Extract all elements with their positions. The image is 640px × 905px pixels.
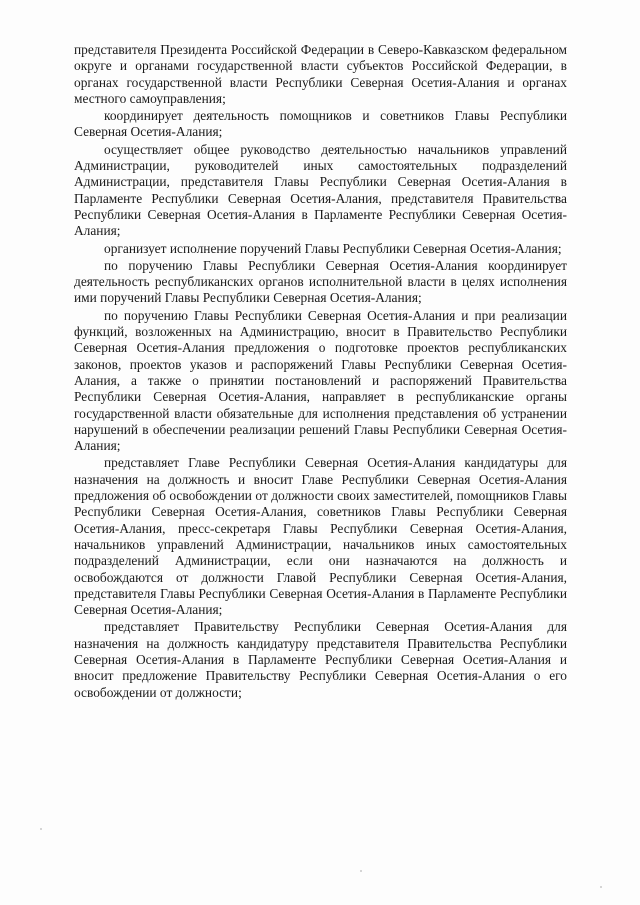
paragraph-coordinates-assistants: координирует деятельность помощников и советников Главы Республики Северная Осетия-Алания;: [74, 108, 567, 140]
paragraph-coordinates-executive-bodies: по поручению Главы Республики Северная Осетия-Алания координирует деятельность республиканских органов исполнительной власти в целях исполнения ими поручений Главы Республики Северная Осетия-Алания;: [74, 257, 567, 306]
paragraph-government-representative: представляет Правительству Республики Северная Осетия-Алания для назначения на должность кандидатуру представителя Правительства Республики Северная Осетия-Алания в Парламенте Республики Северная Осетия-Алания и вносит предложение Правительству Республики Северная Осетия-Алания о его освобождении от должности;: [74, 619, 567, 700]
paragraph-organizes-execution: организует исполнение поручений Главы Республики Северная Осетия-Алания;: [104, 240, 562, 256]
scan-speck: [40, 828, 42, 830]
scan-speck: [600, 886, 602, 888]
scan-speck: [360, 870, 362, 872]
document-body: [74, 42, 567, 702]
paragraph-continuation: представителя Президента Российской Федерации в Северо-Кавказском федеральном округе и органами государственной власти субъектов Российской Федерации, в органах государственной власти Республики Северная Осетия-Алания и органах местного самоуправления;: [74, 42, 567, 106]
paragraph-presents-candidates: представляет Главе Республики Северная Осетия-Алания кандидатуры для назначения на должность и вносит Главе Республики Северная Осетия-Алания предложения об освобождении от должности своих заместителей, помощников Главы Республики Северная Осетия-Алания, советников Главы Республики Северная Осетия-Алания, пресс-секретаря Главы Республики Северная Осетия-Алания, начальников управлений Администрации, начальников иных самостоятельных подразделений Администрации, если они назначаются на должность и освобождаются от должности Главой Республики Северная Осетия-Алания, представителя Главы Республики Северная Осетия-Алания в Парламенте Республики Северная Осетия-Алания;: [74, 455, 567, 618]
paragraph-submits-proposals: по поручению Главы Республики Северная Осетия-Алания и при реализации функций, возложенных на Администрацию, вносит в Правительство Республики Северная Осетия-Алания предложения о подготовке проектов республиканских законов, проектов указов и распоряжений Главы Республики Северная Осетия-Алания, а также о принятии постановлений и распоряжений Правительства Республики Северная Осетия-Алания, направляет в республиканские органы государственной власти обязательные для исполнения представления об устранении нарушений в обеспечении реализации решений Главы Республики Северная Осетия-Алания;: [74, 307, 567, 454]
paragraph-general-management: осуществляет общее руководство деятельностью начальников управлений Администрации, руководителей иных самостоятельных подразделений Администрации, представителя Главы Республики Северная Осетия-Алания в Парламенте Республики Северная Осетия-Алания, представителя Правительства Республики Северная Осетия-Алания в Парламенте Республики Северная Осетия-Алания;: [74, 141, 567, 239]
